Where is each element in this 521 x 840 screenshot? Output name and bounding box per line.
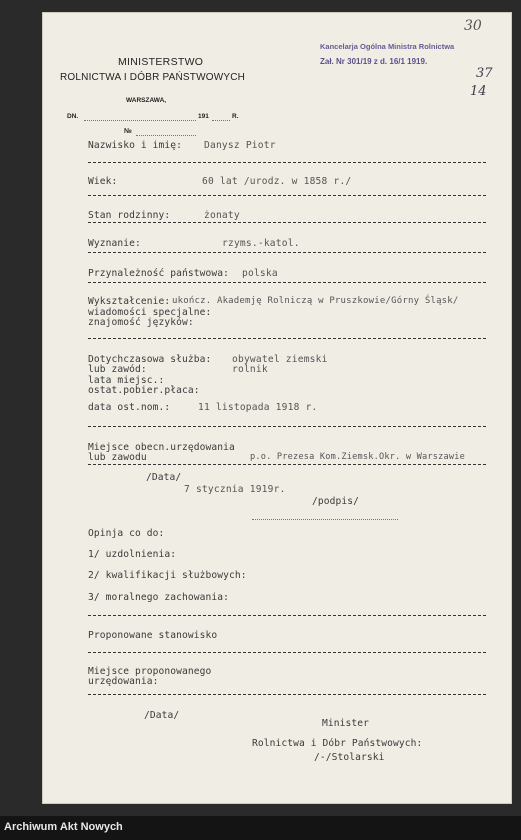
religion-label: Wyznanie:	[88, 238, 141, 249]
name-value: Danysz Piotr	[204, 140, 276, 151]
ministry-title-line1: MINISTERSTWO	[118, 56, 204, 68]
document-page	[42, 12, 512, 804]
proposed-place-label: Miejsce proponowanego	[88, 666, 212, 677]
city-label: WARSZAWA,	[126, 97, 167, 104]
marital-line	[88, 222, 486, 223]
office-value: p.o. Prezesa Kom.Ziemsk.Okr. w Warszawie	[250, 452, 465, 462]
archive-name: Archiwum Akt Nowych	[4, 821, 123, 833]
citizenship-value: polska	[242, 268, 278, 279]
name-label: Nazwisko i imię:	[88, 140, 183, 151]
years-label: lata miejsc.:	[88, 375, 165, 386]
proposed-place-label-2: urzędowania:	[88, 676, 159, 687]
office-line	[88, 464, 486, 465]
annotation-top-right: 30	[464, 18, 482, 34]
date-value: 7 stycznia 1919r.	[184, 484, 286, 495]
ministry-title-line2: ROLNICTWA I DÓBR PAŃSTWOWYCH	[60, 72, 246, 83]
office-label-2: lub zawodu	[88, 452, 147, 463]
proposed-line	[88, 652, 486, 653]
age-value: 60 lat /urodz. w 1858 r./	[202, 176, 352, 187]
dn-label: DN.	[67, 113, 79, 120]
name-line	[88, 162, 486, 163]
service-value: obywatel ziemski	[232, 354, 328, 365]
year-label: 191	[198, 113, 209, 120]
service-label: Dotychczasowa służba:	[88, 354, 212, 365]
religion-line	[88, 252, 486, 253]
service-line	[88, 426, 486, 427]
archive-footer-bar	[0, 816, 521, 840]
registry-stamp	[320, 42, 454, 66]
proposed-place-line	[88, 694, 486, 695]
education-label: Wykształcenie:	[88, 296, 171, 307]
citizenship-line	[88, 282, 486, 283]
stamp-line1: Kancelarja Ogólna Ministra Rolnictwa	[320, 42, 455, 51]
education-value: ukończ. Akademję Rolniczą w Pruszkowie/Górny Śląsk/	[172, 296, 459, 306]
salary-label: ostat.pobier.płaca:	[88, 385, 200, 396]
marital-value: żonaty	[204, 210, 240, 221]
opinion-qualifications: 2/ kwalifikacji służbowych:	[88, 570, 247, 581]
marital-label: Stan rodzinny:	[88, 210, 171, 221]
minister-signature: /-/Stolarski	[314, 752, 385, 763]
special-knowledge-label: wiadomości specjalne:	[88, 307, 212, 318]
r-label: R.	[232, 113, 239, 120]
office-label: Miejsce obecn.urzędowania	[88, 442, 235, 453]
stamp-line2: Zał. Nr 301/19 z d. 16/1 1919.	[320, 57, 428, 66]
number-line	[136, 135, 196, 136]
year-line	[212, 120, 230, 121]
opinion-label: Opinja co do:	[88, 528, 165, 539]
proposed-position-label: Proponowane stanowisko	[88, 630, 218, 641]
profession-value: rolnik	[232, 364, 268, 375]
languages-label: znajomość języków:	[88, 317, 194, 328]
profession-label: lub zawód:	[88, 364, 147, 375]
number-label: №	[124, 128, 132, 135]
age-label: Wiek:	[88, 176, 118, 187]
bottom-date-label: /Data/	[144, 710, 180, 721]
education-line	[88, 338, 486, 339]
annotation-mid-right: 37	[476, 66, 493, 81]
religion-value: rzyms.-katol.	[222, 238, 300, 249]
age-line	[88, 195, 486, 196]
signature-line	[252, 519, 398, 520]
dn-line	[84, 120, 196, 121]
citizenship-label: Przynależność państwowa:	[88, 268, 230, 279]
minister-office: Rolnictwa i Dóbr Państwowych:	[252, 738, 423, 749]
opinion-ability: 1/ uzdolnienia:	[88, 549, 177, 560]
nomination-value: 11 listopada 1918 r.	[198, 402, 318, 413]
opinion-line	[88, 615, 486, 616]
annotation-low-right: 14	[470, 84, 487, 99]
signature-label: /podpis/	[312, 496, 360, 507]
minister-title: Minister	[322, 718, 370, 729]
date-label: /Data/	[146, 472, 182, 483]
nomination-label: data ost.nom.:	[88, 402, 171, 413]
opinion-conduct: 3/ moralnego zachowania:	[88, 592, 230, 603]
